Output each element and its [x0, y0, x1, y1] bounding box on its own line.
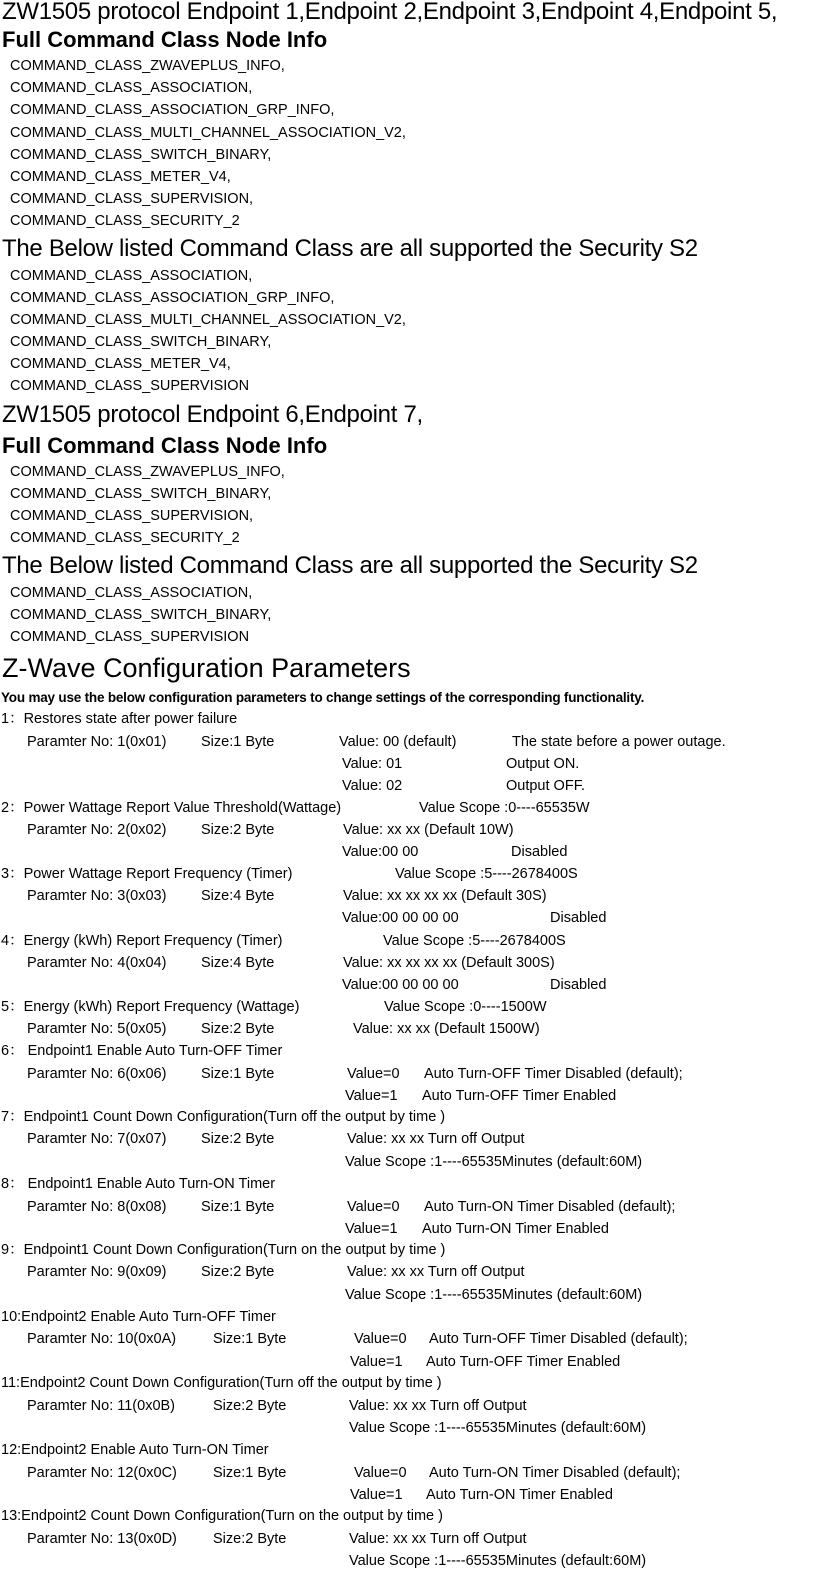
- param-value-desc: Auto Turn-ON Timer Disabled (default);: [424, 1199, 676, 1215]
- param-value: Value=0: [354, 1331, 407, 1347]
- param-value: Value Scope :1----65535Minutes (default:60M): [349, 1553, 647, 1569]
- param-value-desc: Auto Turn-ON Timer Disabled (default);: [429, 1465, 681, 1481]
- param-value: Value: xx xx (Default 10W): [343, 822, 514, 838]
- param-value-desc: Auto Turn-OFF Timer Disabled (default);: [429, 1331, 688, 1347]
- param-size: Size:4 Byte: [201, 955, 275, 971]
- param-size: Size:2 Byte: [201, 1264, 275, 1280]
- param-size: Size:2 Byte: [201, 822, 275, 838]
- param-heading: 9：Endpoint1 Count Down Configuration(Turn on the output by time ): [1, 1242, 446, 1258]
- param-value: Value=1: [350, 1354, 403, 1370]
- param-value-desc: Disabled: [550, 977, 607, 993]
- param-number: Paramter No: 4(0x04): [27, 955, 167, 971]
- param-number: Paramter No: 12(0x0C): [27, 1465, 177, 1481]
- param-heading: 4：Energy (kWh) Report Frequency (Timer): [1, 933, 283, 949]
- param-value: Value:00 00: [342, 844, 419, 860]
- param-value-desc: The state before a power outage.: [512, 734, 726, 750]
- param-number: Paramter No: 11(0x0B): [27, 1398, 176, 1414]
- param-value: Value: xx xx Turn off Output: [349, 1531, 527, 1547]
- param-heading: 3：Power Wattage Report Frequency (Timer): [1, 866, 293, 882]
- param-value: Value: xx xx xx xx (Default 300S): [343, 955, 555, 971]
- list-item: COMMAND_CLASS_SUPERVISION: [10, 378, 250, 394]
- list-item: COMMAND_CLASS_MULTI_CHANNEL_ASSOCIATION_V2,: [10, 125, 406, 141]
- param-value-desc: Auto Turn-OFF Timer Disabled (default);: [424, 1066, 683, 1082]
- param-number: Paramter No: 8(0x08): [27, 1199, 167, 1215]
- list-item: COMMAND_CLASS_ZWAVEPLUS_INFO,: [10, 58, 285, 74]
- param-heading: 8： Endpoint1 Enable Auto Turn-ON Timer: [1, 1176, 276, 1192]
- param-size: Size:2 Byte: [213, 1398, 287, 1414]
- param-size: Size:2 Byte: [201, 1131, 275, 1147]
- list-item: COMMAND_CLASS_SECURITY_2: [10, 530, 240, 546]
- param-value: Value Scope :1----65535Minutes (default:60M): [345, 1154, 643, 1170]
- param-heading: 6： Endpoint1 Enable Auto Turn-OFF Timer: [1, 1043, 283, 1059]
- config-title: Z-Wave Configuration Parameters: [2, 653, 411, 683]
- list-item: COMMAND_CLASS_SWITCH_BINARY,: [10, 607, 272, 623]
- param-value: Value: 02: [342, 778, 403, 794]
- param-scope: Value Scope :0----65535W: [419, 800, 590, 816]
- param-value: Value: xx xx Turn off Output: [347, 1131, 525, 1147]
- list-item: COMMAND_CLASS_SUPERVISION: [10, 629, 250, 645]
- param-heading: 1：Restores state after power failure: [1, 711, 238, 727]
- list-item: COMMAND_CLASS_SWITCH_BINARY,: [10, 334, 272, 350]
- param-value-desc: Disabled: [550, 910, 607, 926]
- param-value: Value=1: [350, 1487, 403, 1503]
- param-value: Value: 01: [342, 756, 403, 772]
- param-value-desc: Auto Turn-OFF Timer Enabled: [426, 1354, 621, 1370]
- list-item: COMMAND_CLASS_ASSOCIATION_GRP_INFO,: [10, 290, 335, 306]
- param-number: Paramter No: 3(0x03): [27, 888, 167, 904]
- param-value-desc: Auto Turn-ON Timer Enabled: [422, 1221, 609, 1237]
- section2-title: ZW1505 protocol Endpoint 6,Endpoint 7,: [2, 401, 423, 428]
- param-size: Size:1 Byte: [201, 1199, 275, 1215]
- param-value: Value=0: [354, 1465, 407, 1481]
- param-heading: 10:Endpoint2 Enable Auto Turn-OFF Timer: [1, 1309, 276, 1325]
- param-number: Paramter No: 13(0x0D): [27, 1531, 177, 1547]
- list-item: COMMAND_CLASS_ASSOCIATION,: [10, 80, 253, 96]
- param-number: Paramter No: 9(0x09): [27, 1264, 167, 1280]
- section1-title: ZW1505 protocol Endpoint 1,Endpoint 2,Endpoint 3,Endpoint 4,Endpoint 5,: [2, 0, 778, 25]
- param-number: Paramter No: 5(0x05): [27, 1021, 167, 1037]
- param-number: Paramter No: 1(0x01): [27, 734, 167, 750]
- param-number: Paramter No: 6(0x06): [27, 1066, 167, 1082]
- section2-s2-title: The Below listed Command Class are all supported the Security S2: [2, 552, 698, 579]
- param-value: Value Scope :1----65535Minutes (default:60M): [345, 1287, 643, 1303]
- param-value: Value Scope :1----65535Minutes (default:60M): [349, 1420, 647, 1436]
- param-value: Value=0: [347, 1066, 400, 1082]
- param-value-desc: Output ON.: [506, 756, 580, 772]
- param-size: Size:2 Byte: [201, 1021, 275, 1037]
- param-size: Size:2 Byte: [213, 1531, 287, 1547]
- param-scope: Value Scope :0----1500W: [384, 999, 547, 1015]
- section2-subtitle: Full Command Class Node Info: [2, 433, 328, 458]
- param-size: Size:4 Byte: [201, 888, 275, 904]
- list-item: COMMAND_CLASS_SUPERVISION,: [10, 191, 254, 207]
- param-value: Value: xx xx Turn off Output: [347, 1264, 525, 1280]
- list-item: COMMAND_CLASS_METER_V4,: [10, 169, 231, 185]
- param-heading: 2：Power Wattage Report Value Threshold(Wattage): [1, 800, 342, 816]
- section1-subtitle: Full Command Class Node Info: [2, 27, 328, 52]
- param-value: Value: 00 (default): [339, 734, 457, 750]
- param-heading: 12:Endpoint2 Enable Auto Turn-ON Timer: [1, 1442, 269, 1458]
- param-number: Paramter No: 10(0x0A): [27, 1331, 177, 1347]
- list-item: COMMAND_CLASS_ZWAVEPLUS_INFO,: [10, 464, 285, 480]
- param-number: Paramter No: 7(0x07): [27, 1131, 167, 1147]
- param-value: Value: xx xx xx xx (Default 30S): [343, 888, 547, 904]
- param-heading: 5：Energy (kWh) Report Frequency (Wattage): [1, 999, 300, 1015]
- list-item: COMMAND_CLASS_ASSOCIATION_GRP_INFO,: [10, 102, 335, 118]
- section1-s2-title: The Below listed Command Class are all supported the Security S2: [2, 235, 698, 262]
- param-value: Value:00 00 00 00: [342, 910, 459, 926]
- param-value-desc: Disabled: [511, 844, 568, 860]
- param-size: Size:1 Byte: [213, 1465, 287, 1481]
- config-intro: You may use the below configuration parameters to change settings of the corresponding functionality.: [1, 690, 645, 705]
- param-value-desc: Auto Turn-OFF Timer Enabled: [422, 1088, 617, 1104]
- list-item: COMMAND_CLASS_SECURITY_2: [10, 213, 240, 229]
- param-size: Size:1 Byte: [201, 734, 275, 750]
- param-heading: 7：Endpoint1 Count Down Configuration(Turn off the output by time ): [1, 1109, 446, 1125]
- param-value: Value=1: [345, 1088, 398, 1104]
- list-item: COMMAND_CLASS_METER_V4,: [10, 356, 231, 372]
- list-item: COMMAND_CLASS_SWITCH_BINARY,: [10, 147, 272, 163]
- list-item: COMMAND_CLASS_SUPERVISION,: [10, 508, 254, 524]
- param-heading: 13:Endpoint2 Count Down Configuration(Turn on the output by time ): [1, 1508, 443, 1524]
- list-item: COMMAND_CLASS_ASSOCIATION,: [10, 268, 253, 284]
- list-item: COMMAND_CLASS_ASSOCIATION,: [10, 585, 253, 601]
- param-heading: 11:Endpoint2 Count Down Configuration(Turn off the output by time ): [1, 1375, 442, 1391]
- param-value: Value=1: [345, 1221, 398, 1237]
- param-value: Value=0: [347, 1199, 400, 1215]
- param-size: Size:1 Byte: [201, 1066, 275, 1082]
- param-scope: Value Scope :5----2678400S: [395, 866, 578, 882]
- param-number: Paramter No: 2(0x02): [27, 822, 167, 838]
- param-value-desc: Auto Turn-ON Timer Enabled: [426, 1487, 613, 1503]
- param-value-desc: Output OFF.: [506, 778, 585, 794]
- param-value: Value: xx xx (Default 1500W): [353, 1021, 540, 1037]
- param-scope: Value Scope :5----2678400S: [383, 933, 566, 949]
- param-value: Value:00 00 00 00: [342, 977, 459, 993]
- param-value: Value: xx xx Turn off Output: [349, 1398, 527, 1414]
- list-item: COMMAND_CLASS_SWITCH_BINARY,: [10, 486, 272, 502]
- list-item: COMMAND_CLASS_MULTI_CHANNEL_ASSOCIATION_V2,: [10, 312, 406, 328]
- param-size: Size:1 Byte: [213, 1331, 287, 1347]
